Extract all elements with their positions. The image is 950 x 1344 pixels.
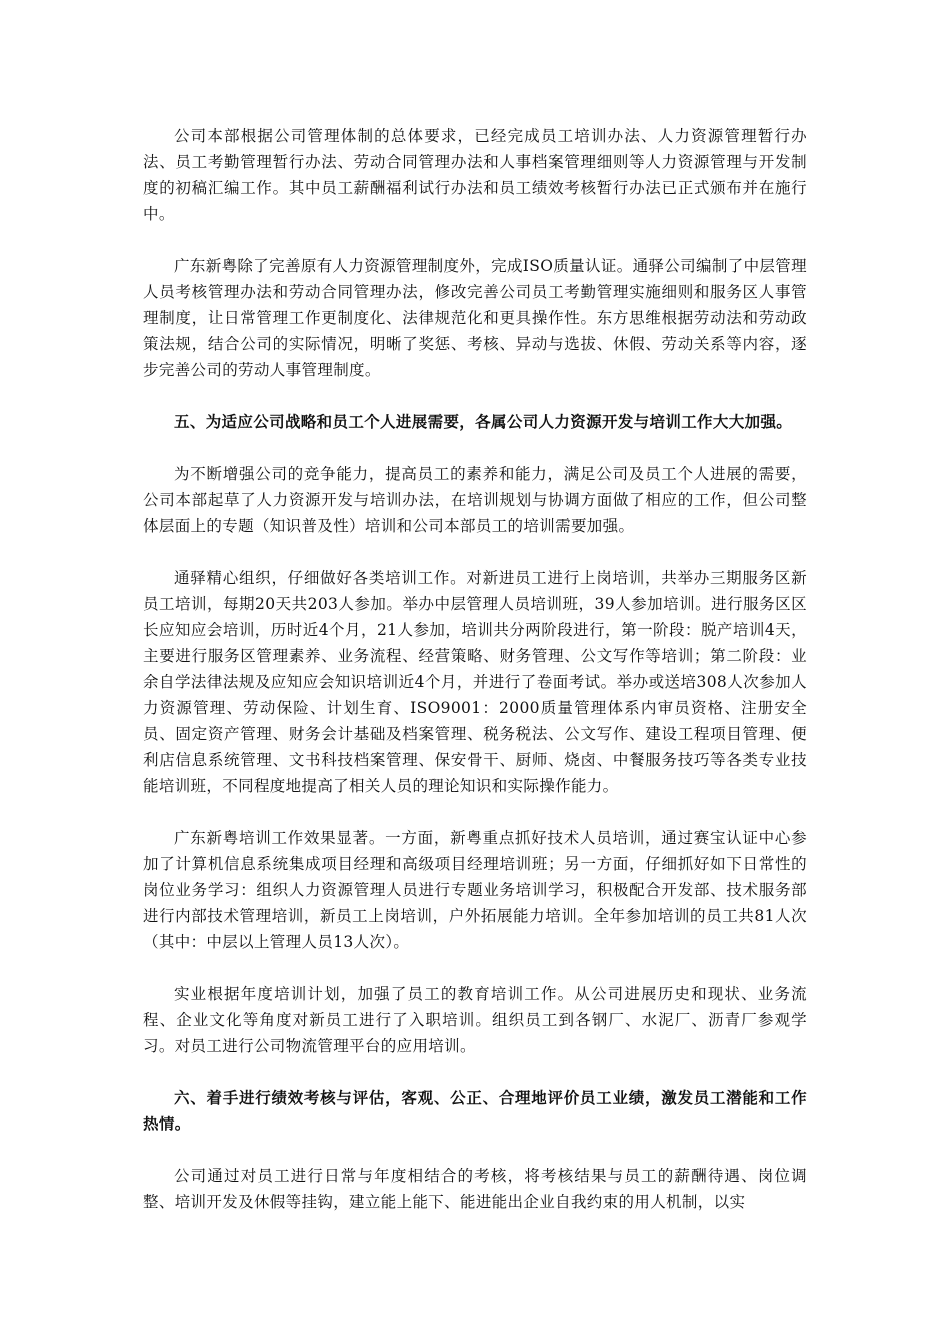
paragraph-guangdong-xinyue-iso: 广东新粤除了完善原有人力资源管理制度外，完成ISO质量认证。通驿公司编制了中层管理人员考核管理办法和劳动合同管理办法，修改完善公司员工考勤管理实施细则和服务区人事管理制度，让日常管理工作更制度化、法律规范化和更具操作性。东方思维根据劳动法和劳动政策法规，结合公司的实际情况，明晰了奖惩、考核、异动与选拔、休假、劳动关系等内容，逐步完善公司的劳动人事管理制度。: [143, 257, 807, 379]
paragraph-xinyue-training: 广东新粤培训工作效果显著。一方面，新粤重点抓好技术人员培训，通过赛宝认证中心参加了计算机信息系统集成项目经理和高级项目经理培训班；另一方面，仔细抓好如下日常性的岗位业务学习：组织人力资源管理人员进行专题业务培训学习，积极配合开发部、技术服务部进行内部技术管理培训，新员工上岗培训，户外拓展能力培训。全年参加培训的员工共81人次（其中：中层以上管理人员13人次）。: [143, 829, 807, 951]
paragraph-training-policy: 为不断增强公司的竞争能力，提高员工的素养和能力，满足公司及员工个人进展的需要，公司本部起草了人力资源开发与培训办法，在培训规划与协调方面做了相应的工作，但公司整体层面上的专题（知识普及性）培训和公司本部员工的培训需要加强。: [143, 465, 807, 535]
paragraph-hr-systems: 公司本部根据公司管理体制的总体要求，已经完成员工培训办法、人力资源管理暂行办法、员工考勤管理暂行办法、劳动合同管理办法和人事档案管理细则等人力资源管理与开发制度的初稿汇编工作。其中员工薪酬福利试行办法和员工绩效考核暂行办法已正式颁布并在施行中。: [143, 127, 807, 223]
document-page: [143, 123, 807, 1241]
paragraph-performance-review: 公司通过对员工进行日常与年度相结合的考核，将考核结果与员工的薪酬待遇、岗位调整、培训开发及休假等挂钩，建立能上能下、能进能出企业自我约束的用人机制，以实: [143, 1167, 807, 1211]
section-heading-5: 五、为适应公司战略和员工个人进展需要，各属公司人力资源开发与培训工作大大加强。: [174, 412, 793, 431]
paragraph-tongyi-training: 通驿精心组织，仔细做好各类培训工作。对新进员工进行上岗培训，共举办三期服务区新员工培训，每期20天共203人参加。举办中层管理人员培训班，39人参加培训。进行服务区区长应知应会培训，历时近4个月，21人参加，培训共分两阶段进行，第一阶段：脱产培训4天，主要进行服务区管理素养、业务流程、经营策略、财务管理、公文写作等培训；第二阶段：业余自学法律法规及应知应会知识培训近4个月，并进行了卷面考试。举办或送培308人次参加人力资源管理、劳动保险、计划生育、ISO9001：2000质量管理体系内审员资格、注册安全员、固定资产管理、财务会计基础及档案管理、税务税法、公文写作、建设工程项目管理、便利店信息系统管理、文书科技档案管理、保安骨干、厨师、烧卤、中餐服务技巧等各类专业技能培训班，不同程度地提高了相关人员的理论知识和实际操作能力。: [143, 569, 807, 795]
paragraph-industry-training: 实业根据年度培训计划，加强了员工的教育培训工作。从公司进展历史和现状、业务流程、企业文化等角度对新员工进行了入职培训。组织员工到各钢厂、水泥厂、沥青厂参观学习。对员工进行公司物流管理平台的应用培训。: [143, 985, 807, 1055]
section-heading-6: 六、着手进行绩效考核与评估，客观、公正、合理地评价员工业绩，激发员工潜能和工作热情。: [143, 1088, 807, 1133]
